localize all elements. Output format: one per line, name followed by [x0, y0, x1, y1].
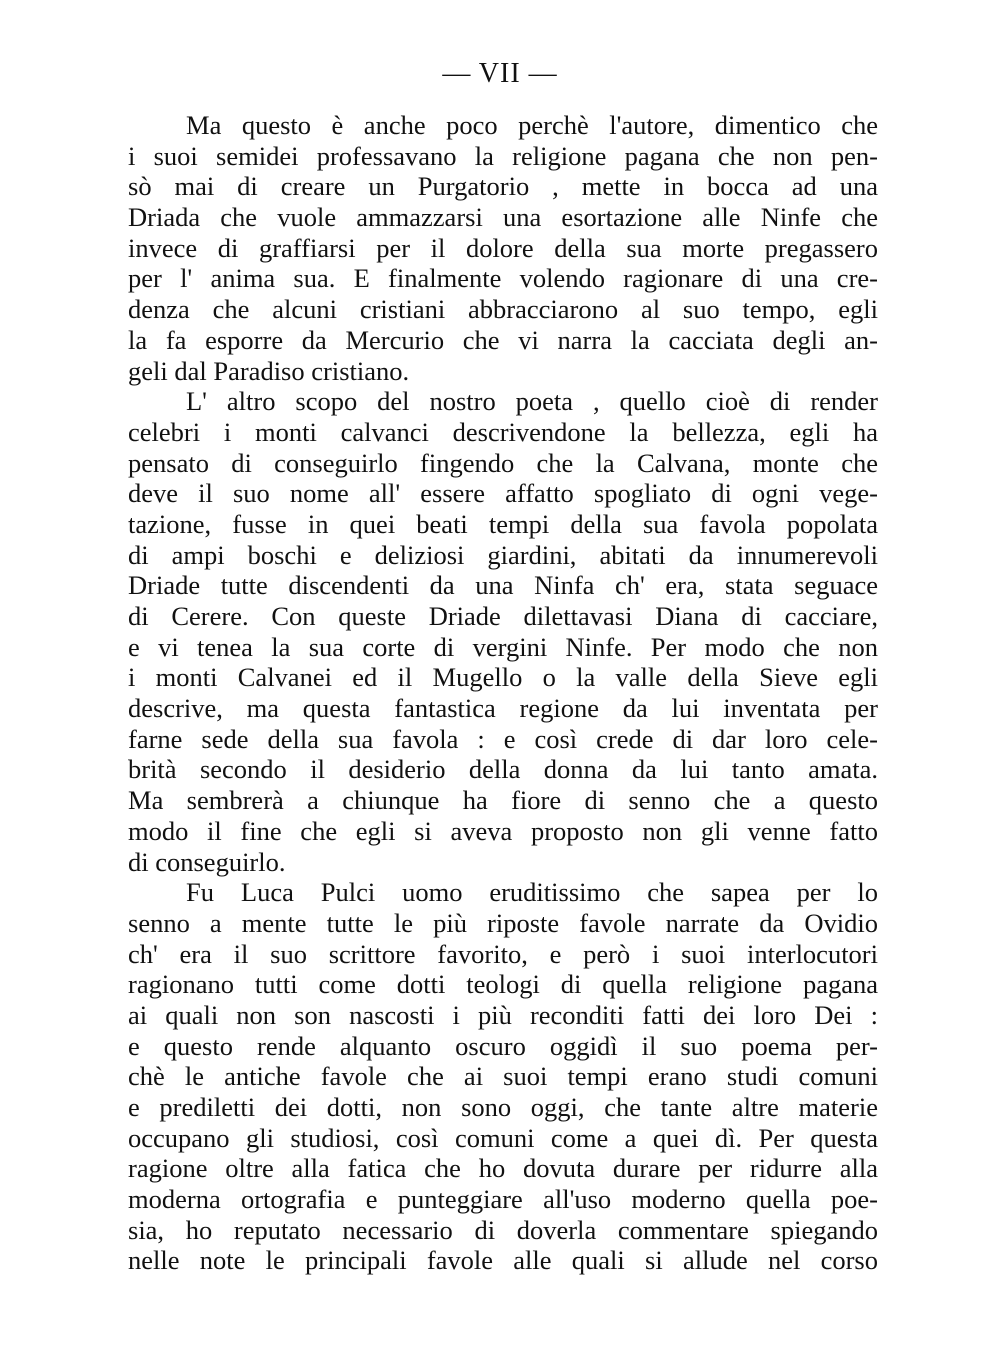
text-line: Driade tutte discendenti da una Ninfa ch' era, stata seguace — [128, 570, 878, 601]
text-line: sia, ho reputato necessario di doverla commentare spiegando — [128, 1214, 878, 1245]
text-line: L' altro scopo del nostro poeta , quello cioè di render — [186, 386, 878, 417]
text-line: ragionano tutti come dotti teologi di quella religione pagana — [128, 969, 878, 1000]
text-line: geli dal Paradiso cristiano. — [128, 355, 410, 386]
paragraph — [128, 386, 878, 877]
text-line: nelle note le principali favole alle quali si allude nel corso — [128, 1245, 878, 1276]
text-line: descrive, ma questa fantastica regione da lui inventata per — [128, 693, 878, 724]
text-line: ragione oltre alla fatica che ho dovuta durare per ridurre alla — [128, 1153, 878, 1184]
text-line: celebri i monti calvanci descrivendone la bellezza, egli ha — [128, 416, 878, 447]
paragraph — [128, 877, 878, 1276]
body-text — [128, 110, 878, 1276]
text-line: e prediletti dei dotti, non sono oggi, che tante altre materie — [128, 1092, 878, 1122]
text-line: di Cerere. Con queste Driade dilettavasi Diana di cacciare, — [128, 601, 878, 631]
text-line: la fa esporre da Mercurio che vi narra la cacciata degli an- — [128, 324, 878, 355]
text-line: chè le antiche favole che ai suoi tempi erano studi comuni — [128, 1061, 878, 1092]
page-number-header: — VII — — [442, 58, 558, 89]
text-line: di ampi boschi e deliziosi giardini, abitati da innumerevoli — [128, 539, 878, 570]
text-line: farne sede della sua favola : e così crede di dar loro cele- — [128, 723, 878, 754]
text-line: Ma sembrerà a chiunque ha fiore di senno che a questo — [128, 785, 878, 816]
text-line: moderna ortografia e punteggiare all'uso moderno quella poe- — [128, 1184, 878, 1215]
text-line: tazione, fusse in quei beati tempi della sua favola popolata — [128, 508, 878, 539]
text-line: ch' era il suo scrittore favorito, e però i suoi interlocutori — [128, 938, 878, 969]
text-line: e questo rende alquanto oscuro oggidì il suo poema per- — [128, 1030, 878, 1061]
text-line: modo il fine che egli si aveva proposto non gli venne fatto — [128, 815, 878, 846]
text-line: deve il suo nome all' essere affatto spogliato di ogni vege- — [128, 478, 878, 509]
text-line: di conseguirlo. — [128, 846, 286, 877]
text-line: Fu Luca Pulci uomo eruditissimo che sapea per lo — [186, 877, 878, 908]
text-line: sò mai di creare un Purgatorio , mette in bocca ad una — [128, 171, 878, 202]
text-line: Ma questo è anche poco perchè l'autore, dimentico che — [186, 110, 878, 140]
text-line: per l' anima sua. E finalmente volendo ragionare di una cre- — [128, 263, 878, 294]
text-line: i suoi semidei professavano la religione pagana che non pen- — [128, 140, 878, 171]
text-line: i monti Calvanei ed il Mugello o la valle della Sieve egli — [128, 662, 878, 693]
text-line: ai quali non son nascosti i più reconditi fatti dei loro Dei : — [128, 999, 878, 1030]
text-line: Driada che vuole ammazzarsi una esortazione alle Ninfe che — [128, 202, 878, 233]
text-line: brità secondo il desiderio della donna da lui tanto amata. — [128, 754, 878, 785]
paragraph — [128, 110, 878, 386]
text-line: senno a mente tutte le più riposte favole narrate da Ovidio — [128, 907, 878, 938]
text-line: denza che alcuni cristiani abbracciarono al suo tempo, egli — [128, 294, 878, 325]
text-line: invece di graffiarsi per il dolore della sua morte pregassero — [128, 232, 878, 263]
text-line: e vi tenea la sua corte di vergini Ninfe. Per modo che non — [128, 631, 878, 662]
text-line: pensato di conseguirlo fingendo che la Calvana, monte che — [128, 447, 878, 478]
text-line: occupano gli studiosi, così comuni come a quei dì. Per questa — [128, 1122, 878, 1153]
